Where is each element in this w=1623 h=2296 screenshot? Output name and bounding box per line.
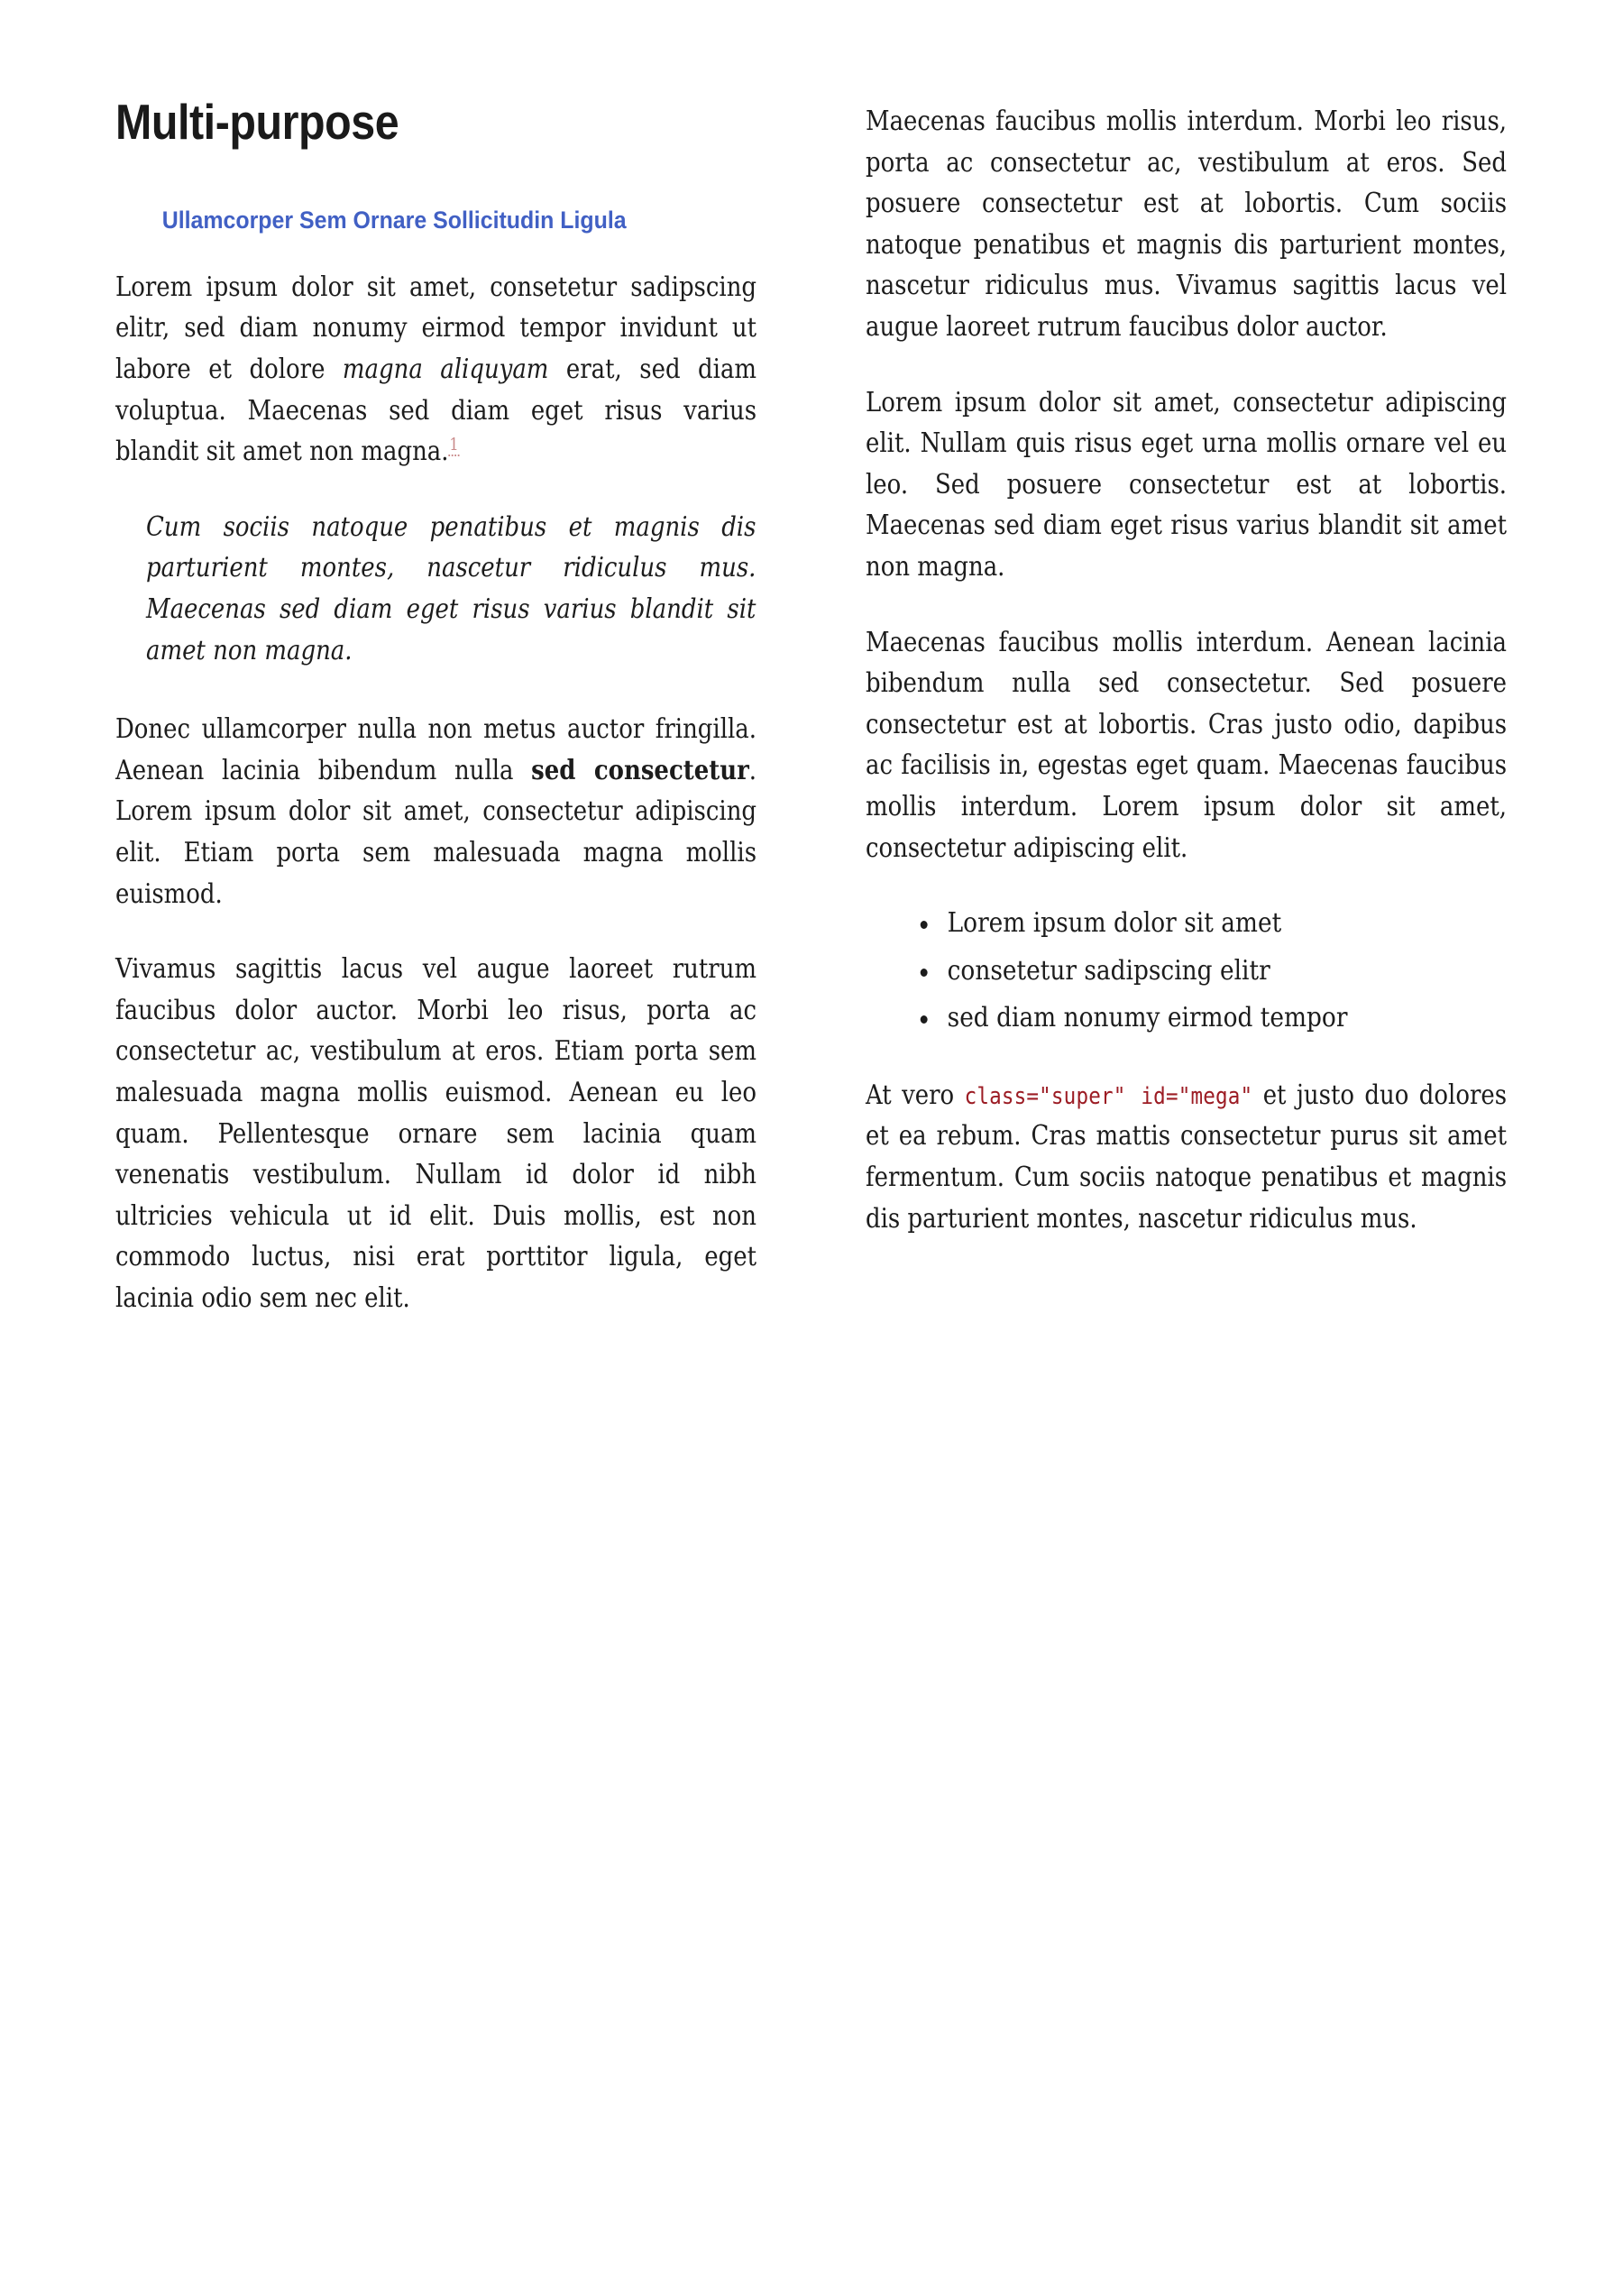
list-item: consetetur sadipscing elitr xyxy=(917,951,1500,992)
two-column-layout xyxy=(115,0,1508,2296)
paragraph-left-1 xyxy=(115,267,756,473)
paragraph-right-1: Maecenas faucibus mollis interdum. Morbi leo risus, porta ac consectetur ac, vestibulum at eros. Sed posuere consectetur est at lobortis. Cum sociis natoque penatibus et magnis dis parturient montes, nascetur ridiculus mus. Vivamus sagittis lacus vel augue laoreet rutrum faucibus dolor auctor. xyxy=(866,106,1508,343)
blockquote: Cum sociis natoque penatibus et magnis dis parturient montes, nascetur ridiculus mus. Maecenas sed diam eget risus varius blandit sit amet non magna. xyxy=(146,510,756,666)
paragraph-text-part: erat, sed diam voluptua. Maecenas sed diam eget risus varius blandit sit amet non magna. xyxy=(115,354,757,468)
inline-code-snippet: class="super" id="mega" xyxy=(964,1082,1253,1110)
paragraph-right-3: Maecenas faucibus mollis interdum. Aenean lacinia bibendum nulla sed consectetur. Sed posuere consectetur est at lobortis. Cras justo odio, dapibus ac facilisis in, egestas eget quam. Maecenas faucibus mollis interdum. Lorem ipsum dolor sit amet, consectetur adipiscing elit. xyxy=(866,626,1508,864)
paragraph-text-part: et justo duo dolores et ea rebum. Cras mattis consectetur purus sit amet fermentum. Cum sociis natoque penatibus et magnis dis parturient montes, nascetur ridiculus mus. xyxy=(866,1079,1508,1235)
list-item: sed diam nonumy eirmod tempor xyxy=(917,997,1500,1039)
bullet-list xyxy=(866,903,1500,1039)
footnote-reference-link[interactable]: 1 xyxy=(449,436,459,455)
paragraph-left-3: Vivamus sagittis lacus vel augue laoreet rutrum faucibus dolor auctor. Morbi leo risus, porta ac consectetur ac, vestibulum at eros. Etiam porta sem malesuada magna mollis euismod. Aenean eu leo quam. Pellentesque ornare sem lacinia quam venenatis vestibulum. Nullam id dolor id nibh ultricies vehicula ut id elit. Duis mollis, est non commodo luctus, nisi erat porttitor ligula, eget lacinia odio sem nec elit. xyxy=(115,953,757,1314)
right-column xyxy=(866,0,1508,1239)
paragraph-right-4 xyxy=(866,1075,1507,1239)
section-subheading: Ullamcorper Sem Ornare Sollicitudin Ligula xyxy=(161,207,627,234)
paragraph-text-part: . Lorem ipsum dolor sit amet, consectetur adipiscing elit. Etiam porta sem malesuada magna mollis euismod. xyxy=(115,754,757,910)
strong-text: sed consectetur xyxy=(531,754,749,786)
emphasis-text: magna aliquyam xyxy=(342,354,549,386)
paragraph-right-2: Lorem ipsum dolor sit amet, consectetur adipiscing elit. Nullam quis risus eget urna mollis ornare vel eu leo. Sed posuere consectetur est at lobortis. Maecenas sed diam eget risus varius blandit sit amet non magna. xyxy=(866,386,1508,583)
left-column xyxy=(115,0,757,1319)
paragraph-text-part: Lorem ipsum dolor sit amet, consetetur sadipscing elitr, sed diam nonumy eirmod tempor invidunt ut labore et dolore xyxy=(115,271,757,386)
paragraph-left-2 xyxy=(115,709,756,914)
page-title: Multi-purpose xyxy=(115,94,399,150)
list-item: Lorem ipsum dolor sit amet xyxy=(917,903,1500,944)
paragraph-text-part: Donec ullamcorper nulla non metus auctor fringilla. Aenean lacinia bibendum nulla xyxy=(115,713,757,786)
paragraph-text-part: At vero xyxy=(866,1079,965,1111)
